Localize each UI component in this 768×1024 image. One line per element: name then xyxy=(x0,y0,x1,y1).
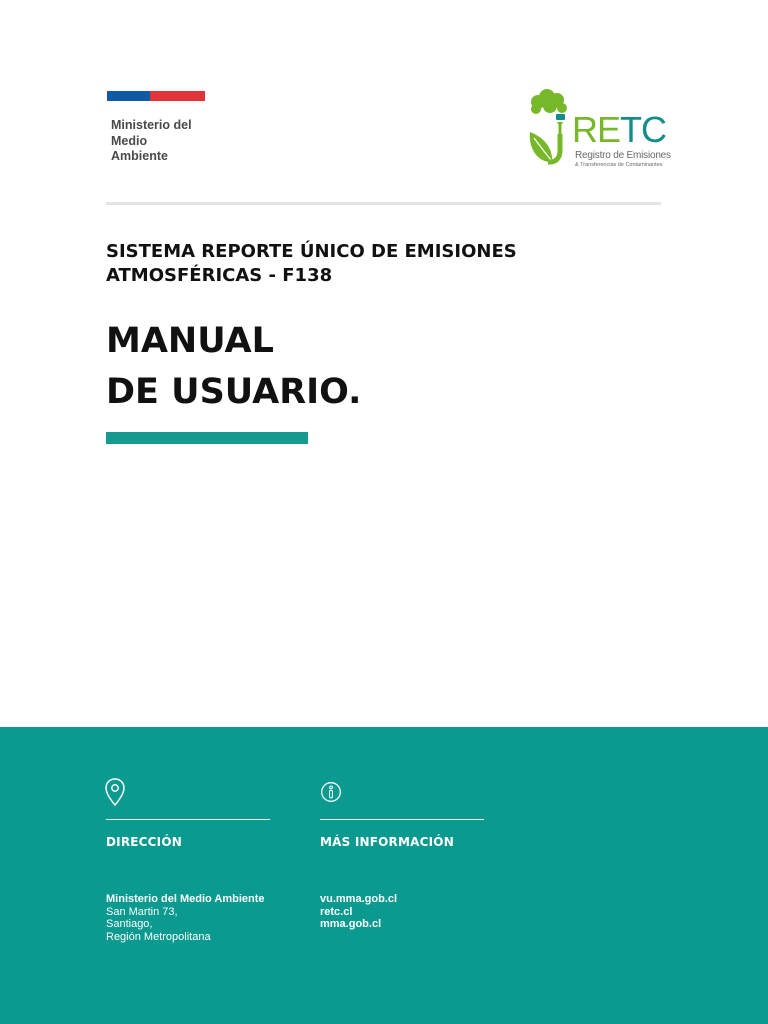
document-title-line: DE USUARIO. xyxy=(106,372,362,412)
address-line: Región Metropolitana xyxy=(106,930,211,943)
address-line: Ministerio del Medio Ambiente xyxy=(106,893,265,905)
address-line: Santiago, xyxy=(106,918,153,930)
ministry-name-line: Ministerio del xyxy=(111,118,192,132)
flag-red-segment xyxy=(150,91,205,101)
ministry-name-line: Ambiente xyxy=(111,149,168,163)
header-divider xyxy=(106,202,661,205)
address-line: San Martin 73, xyxy=(106,905,178,918)
flag-blue-segment xyxy=(107,91,150,101)
info-link[interactable]: mma.gob.cl xyxy=(320,918,382,930)
retc-logo-subtitle: Registro de Emisiones xyxy=(575,150,671,161)
info-links xyxy=(320,893,397,931)
document-subtitle-line: SISTEMA REPORTE ÚNICO DE EMISIONES xyxy=(106,241,517,262)
ministry-flag-bar xyxy=(107,91,205,101)
info-link[interactable]: vu.mma.gob.cl xyxy=(320,893,398,905)
location-pin-icon xyxy=(104,777,126,807)
retc-logo-re: RE xyxy=(572,109,621,150)
address-lines xyxy=(106,893,265,943)
address-divider xyxy=(106,819,270,820)
document-title-line: MANUAL xyxy=(106,321,274,361)
title-accent-rule xyxy=(106,432,308,444)
document-subtitle-line: ATMOSFÉRICAS - F138 xyxy=(106,265,333,286)
info-icon xyxy=(320,777,342,807)
info-heading: MÁS INFORMACIÓN xyxy=(320,835,454,849)
ministry-name-line: Medio xyxy=(111,133,148,148)
document-title xyxy=(106,316,666,418)
document-subtitle xyxy=(106,240,666,288)
retc-logo-acronym xyxy=(572,109,667,150)
retc-logo-tc: TC xyxy=(620,109,667,150)
retc-logo-subtitle-small: & Transferencias de Contaminantes xyxy=(575,162,663,168)
ministry-name xyxy=(111,118,231,165)
info-divider xyxy=(320,819,484,820)
footer xyxy=(0,727,768,1024)
info-link[interactable]: retc.cl xyxy=(320,905,353,918)
address-heading: DIRECCIÓN xyxy=(106,835,182,849)
